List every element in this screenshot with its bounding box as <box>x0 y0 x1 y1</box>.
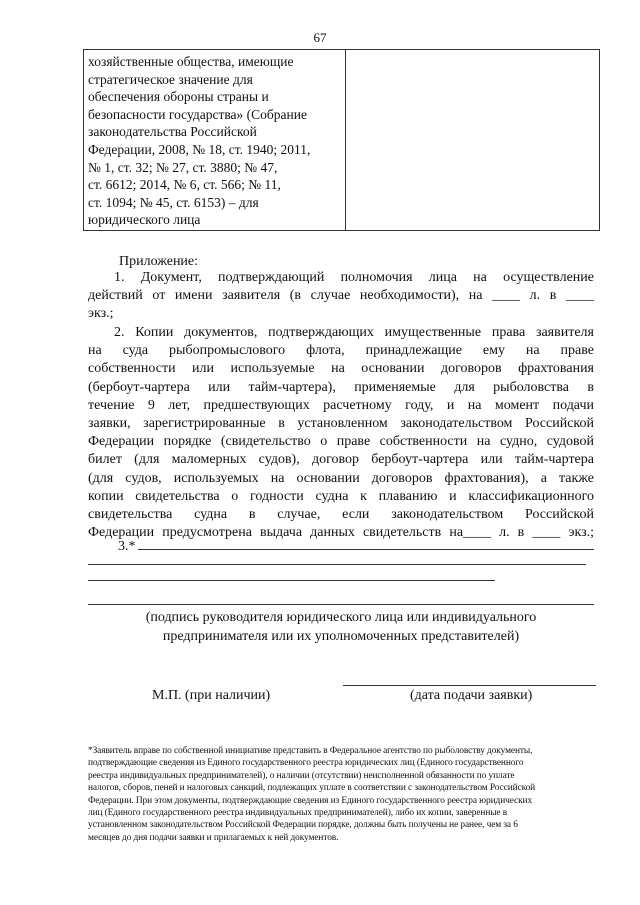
footnote-line: Федерации. При этом документы, подтверждающие сведения из Единого государственного реестра юридических <box>88 795 533 806</box>
table-line: обеспечения обороны страны и <box>88 89 269 105</box>
table-line: хозяйственные общества, имеющие <box>88 54 294 69</box>
table-line: законодательства Российской <box>88 124 257 140</box>
appendix-item-1 <box>88 269 594 324</box>
date-label: (дата подачи заявки) <box>410 688 533 703</box>
footnote-line: налогов, сборов, пеней и налоговых санкций, подлежащих уплате в соответствии с законодательством Российской <box>88 783 536 794</box>
item3-fill-line <box>138 549 594 550</box>
table-line: Федерации, 2008, № 18, ст. 1940; 2011, <box>88 141 311 157</box>
signature-caption <box>88 608 594 646</box>
footnote-line: лиц (Единого государственного реестра индивидуальных предпринимателей), либо их копии, заверенные в <box>88 808 508 819</box>
item2-line: Федерации порядке (свидетельство о праве собственности на судно, судовой <box>88 434 594 450</box>
item2-line: течение 9 лет, предшествующих расчетному году, и на момент подачи <box>88 397 594 413</box>
signature-caption-line: (подпись руководителя юридического лица или индивидуального <box>145 610 537 625</box>
footnote-line: *Заявитель вправе по собственной инициативе представить в Федеральное агентство по рыболовству документы, <box>88 746 533 756</box>
item2-line: копии свидетельства о годности судна к плаванию и классификационного <box>88 488 594 504</box>
footnote-line: реестра индивидуальных предпринимателей), о наличии (отсутствии) неисполненной обязанности по уплате <box>88 770 515 781</box>
date-line <box>343 685 596 686</box>
appendix-item-2 <box>88 324 594 542</box>
footnote-line: месяцев до дня подачи заявки и прилагаемых к ней документов. <box>88 832 339 843</box>
item2-line: (для судов, используемых на основании договоров фрахтования), а также <box>88 470 594 486</box>
footnote <box>88 745 594 844</box>
item2-line: свидетельства судна в случае, если законодательством Российской <box>88 507 594 523</box>
item1-line: действий от имени заявителя (в случае необходимости), на ____ л. в ____ <box>88 288 594 304</box>
item2-line: билет (для маломерных судов), договор бербоут-чартера или тайм-чартера <box>88 452 594 468</box>
item3-fill-line <box>88 564 586 565</box>
table-line: юридического лица <box>88 212 201 228</box>
item2-line: (бербоут-чартера или тайм-чартера), применяемые для рыболовства в <box>88 379 594 395</box>
table-line: безопасности государства» (Собрание <box>88 106 307 122</box>
stamp-label: М.П. (при наличии) <box>152 688 271 703</box>
table-line: № 1, ст. 32; № 27, ст. 3880; № 47, <box>88 159 278 175</box>
signature-caption-line: предпринимателя или их уполномоченных представителей) <box>162 629 520 644</box>
table-line: ст. 1094; № 45, ст. 6153) – для <box>88 194 259 210</box>
signature-line <box>88 604 594 605</box>
item1-line: 1. Документ, подтверждающий полномочия лица на осуществление <box>114 270 594 285</box>
item1-line: экз.; <box>88 306 114 322</box>
table-line: ст. 6612; 2014, № 6, ст. 566; № 11, <box>88 177 281 193</box>
footnote-line: установленном законодательством Российской Федерации порядке, должны быть получены не ранее, чем за 6 <box>88 820 518 831</box>
item2-line: собственности или используемые на основании договоров фрахтования <box>88 361 594 377</box>
item3-fill-line <box>88 580 495 581</box>
item2-line: Федерации предусмотрена выдача данных свидетельств на____ л. в ____ экз.; <box>88 525 594 541</box>
appendix-item-3-label: 3.* <box>118 539 136 554</box>
footnote-line: подтверждающие сведения из Единого государственного реестра юридических лиц (Единого государственного <box>88 758 524 769</box>
page-number: 67 <box>313 30 327 45</box>
item2-line: 2. Копии документов, подтверждающих имущественные права заявителя <box>114 325 594 340</box>
item2-line: на суда рыбопромыслового флота, принадлежащие ему на праве <box>88 343 594 359</box>
table-line: стратегическое значение для <box>88 71 253 87</box>
table-continuation <box>83 49 600 231</box>
table-left-cell <box>84 50 346 230</box>
item2-line: заявки, зарегистрированные в установленном законодательством Российской <box>88 416 594 432</box>
appendix-title: Приложение: <box>119 254 199 269</box>
